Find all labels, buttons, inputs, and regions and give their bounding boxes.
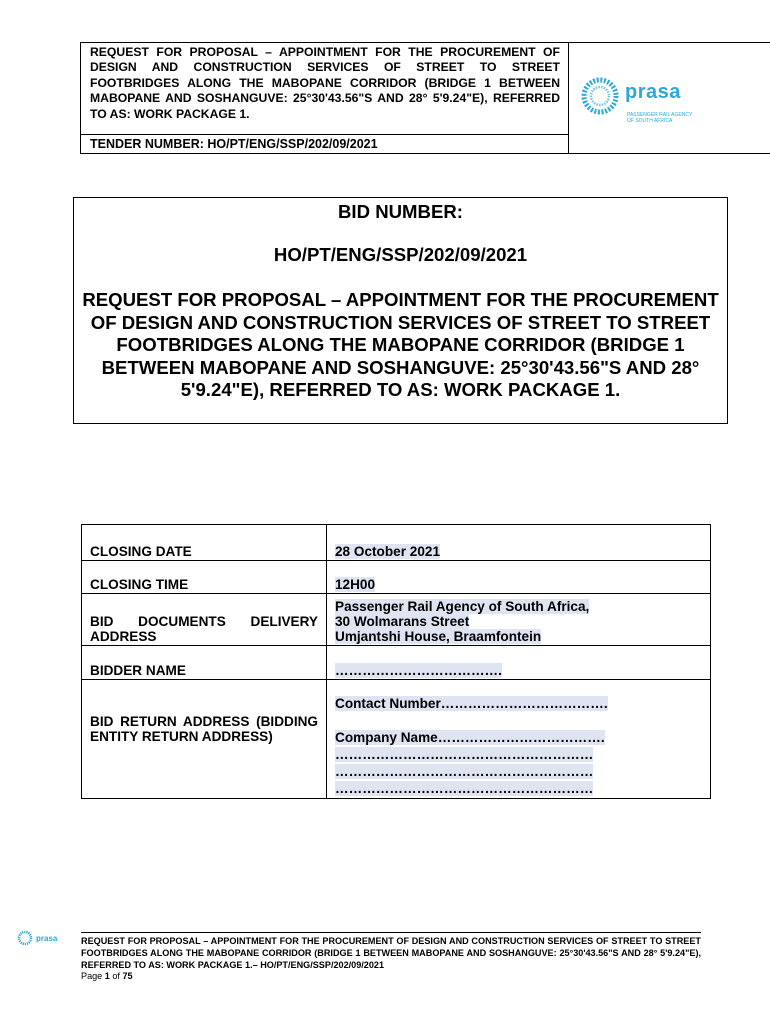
return-address-label: BID RETURN ADDRESS (BIDDING ENTITY RETURN ADDRESS): [82, 680, 327, 799]
footer-text: REQUEST FOR PROPOSAL – APPOINTMENT FOR THE PROCUREMENT OF DESIGN AND CONSTRUCTION SERVICES OF STREET TO STREET FOOTBRIDGES ALONG THE MABOPANE CORRIDOR (BRIDGE 1 BETWEEN MABOPANE AND SOSHANGUVE: 25°30'43.56"S AND 28° 5'9.24"E), REFERRED TO AS: WORK PACKAGE 1.– HO/PT/ENG/SSP/202/09/2021: [81, 936, 701, 970]
bidder-name-blank[interactable]: ……………………………….: [335, 663, 502, 678]
logo-wordmark: prasa: [625, 81, 681, 103]
footer-logo-icon: [17, 930, 33, 946]
table-row: [82, 594, 711, 646]
page-current: 1: [104, 971, 110, 982]
header-title: REQUEST FOR PROPOSAL – APPOINTMENT FOR THE PROCUREMENT OF DESIGN AND CONSTRUCTION SERVICES OF STREET TO STREET FOOTBRIDGES ALONG THE MABOPANE CORRIDOR (BRIDGE 1 BETWEEN MABOPANE AND SOSHANGUVE: 25°30'43.56"S AND 28° 5'9.24"E), REFERRED TO AS: WORK PACKAGE 1.: [90, 45, 560, 121]
bid-number-value: HO/PT/ENG/SSP/202/09/2021: [273, 244, 528, 265]
bid-number-label: BID NUMBER:: [338, 201, 463, 222]
delivery-address-label: BID DOCUMENTS DELIVERY ADDRESS: [82, 594, 327, 646]
page-footer: [81, 932, 701, 983]
prasa-logo: [569, 43, 770, 153]
tender-number: TENDER NUMBER: HO/PT/ENG/SSP/202/09/2021: [81, 134, 568, 153]
logo-tagline: PASSENGER RAIL AGENCY OF SOUTH AFRICA: [627, 112, 693, 124]
closing-date-label: CLOSING DATE: [82, 525, 327, 561]
closing-date-text: 28 October 2021: [335, 544, 441, 559]
delivery-line: 30 Wolmarans Street: [335, 614, 470, 629]
table-row: [82, 561, 711, 594]
page-total: 75: [122, 971, 133, 982]
page-of: of: [112, 971, 120, 982]
prasa-ring-icon: [581, 77, 619, 115]
bid-description: REQUEST FOR PROPOSAL – APPOINTMENT FOR THE PROCUREMENT OF DESIGN AND CONSTRUCTION SERVICES OF STREET TO STREET FOOTBRIDGES ALONG THE MABOPANE CORRIDOR (BRIDGE 1 BETWEEN MABOPANE AND SOSHANGUVE: 25°30'43.56"S AND 28° 5'9.24"E), REFERRED TO AS: WORK PACKAGE 1.: [82, 289, 719, 400]
closing-time-label: CLOSING TIME: [82, 561, 327, 594]
bidder-name-label: BIDDER NAME: [82, 646, 327, 680]
delivery-address-value: [327, 594, 711, 646]
page-word: Page: [81, 971, 103, 982]
contact-number-blank[interactable]: Contact Number……………………………….: [335, 696, 608, 711]
closing-time-text: 12H00: [335, 577, 376, 592]
table-row: [82, 680, 711, 799]
header-text-cell: [81, 43, 569, 153]
address-blank-line[interactable]: …………………………………………………: [335, 747, 594, 762]
closing-time-value: [327, 561, 711, 594]
bidder-name-value[interactable]: [327, 646, 711, 680]
table-row: [82, 525, 711, 561]
address-blank-line[interactable]: …………………………………………………: [335, 781, 594, 796]
bid-info-table: [81, 524, 711, 799]
closing-date-value: [327, 525, 711, 561]
return-address-value[interactable]: [327, 680, 711, 799]
page-number: [81, 971, 701, 983]
table-row: [82, 646, 711, 680]
delivery-line: Umjantshi House, Braamfontein: [335, 629, 542, 644]
footer-logo-wordmark: prasa: [36, 934, 58, 943]
bid-number-box: [73, 197, 728, 424]
company-name-blank[interactable]: Company Name……………………………….: [335, 730, 605, 745]
address-blank-line[interactable]: …………………………………………………: [335, 764, 594, 779]
delivery-line: Passenger Rail Agency of South Africa,: [335, 599, 590, 614]
document-header: [80, 42, 770, 154]
